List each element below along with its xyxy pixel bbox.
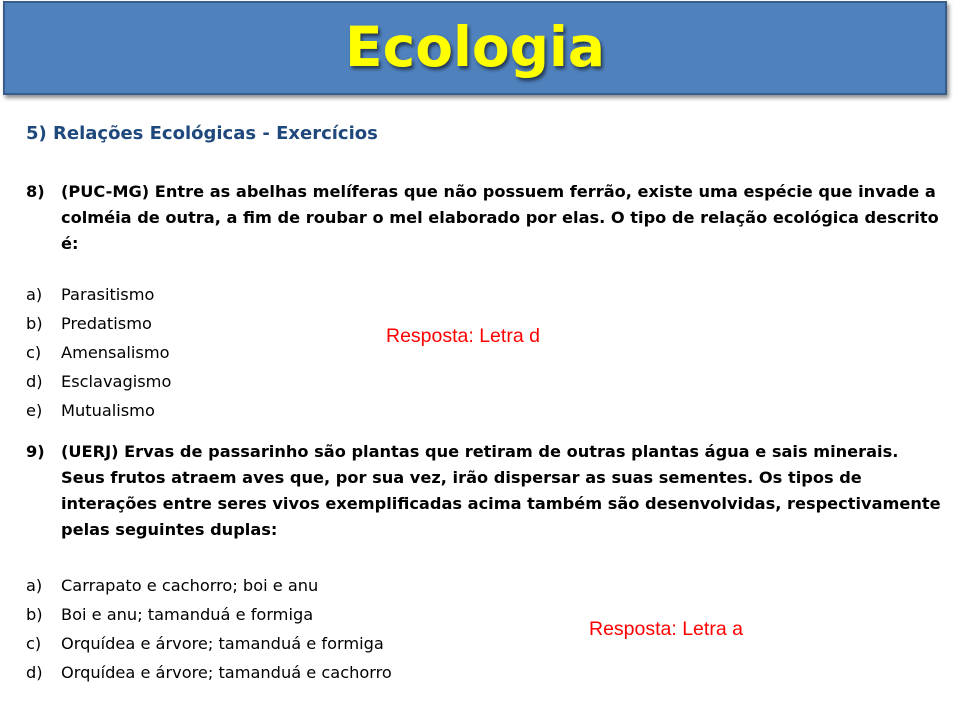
option-letter: c) <box>26 634 42 653</box>
option-label: Carrapato e cachorro; boi e anu <box>61 576 319 595</box>
option-letter: b) <box>26 605 43 624</box>
answer-question-9: Resposta: Letra a <box>589 618 743 640</box>
option-label: Orquídea e árvore; tamanduá e formiga <box>61 634 384 653</box>
slide-title: Ecologia <box>345 15 605 79</box>
question-text: (PUC-MG) Entre as abelhas melíferas que não possuem ferrão, existe uma espécie que invade a colméia de outra, a fim de roubar o mel elaborado por elas. O tipo de relação ecológica descrito é: <box>61 182 939 253</box>
option-letter: a) <box>26 576 43 595</box>
option-letter: c) <box>26 343 42 362</box>
option-label: Mutualismo <box>61 401 155 420</box>
question-number: 9) <box>26 442 45 461</box>
option-label: Orquídea e árvore; tamanduá e cachorro <box>61 663 392 682</box>
question-8 <box>26 179 946 257</box>
option-label: Boi e anu; tamanduá e formiga <box>61 605 314 624</box>
option-letter: e) <box>26 401 43 420</box>
answer-question-8: Resposta: Letra d <box>386 325 540 347</box>
option-letter: a) <box>26 285 43 304</box>
option-label: Parasitismo <box>61 285 155 304</box>
option-label: Amensalismo <box>61 343 170 362</box>
option-letter: d) <box>26 663 43 682</box>
question-number: 8) <box>26 182 45 201</box>
question-9 <box>26 439 946 543</box>
option-letter: b) <box>26 314 43 333</box>
option-label: Predatismo <box>61 314 152 333</box>
title-banner <box>3 1 947 95</box>
option-letter: d) <box>26 372 43 391</box>
section-title: 5) Relações Ecológicas - Exercícios <box>26 123 378 144</box>
question-text: (UERJ) Ervas de passarinho são plantas que retiram de outras plantas água e sais minerais. Seus frutos atraem aves que, por sua vez, irão dispersar as suas sementes. Os tipos de interações entre seres vivos exemplificadas acima também são desenvolvidas, respectivamente pelas seguintes duplas: <box>61 442 941 539</box>
option-label: Esclavagismo <box>61 372 172 391</box>
